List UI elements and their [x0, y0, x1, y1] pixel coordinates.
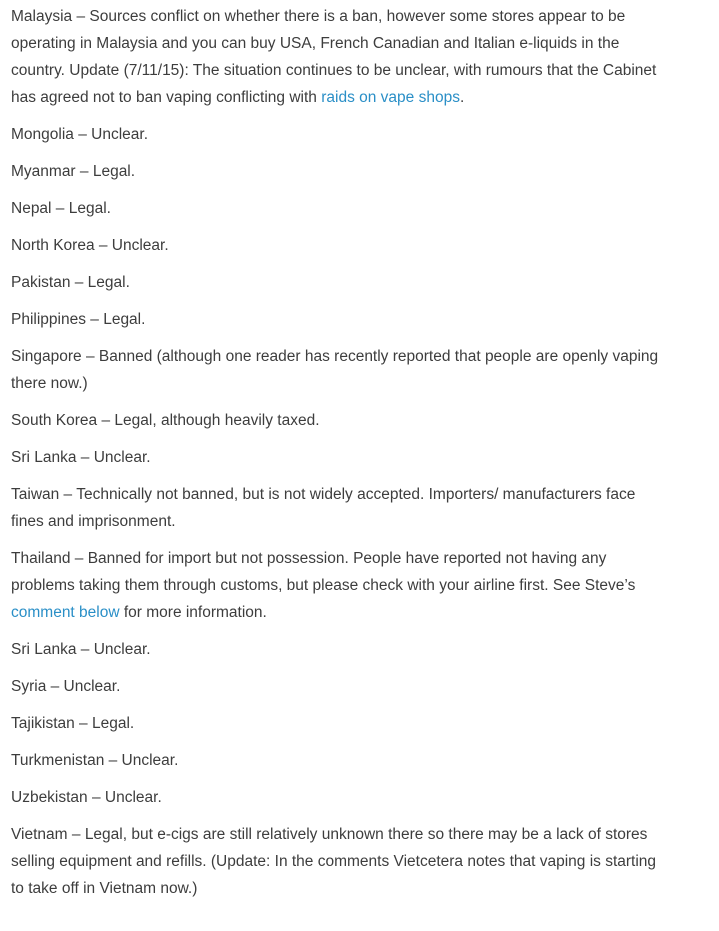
country-entry-malaysia	[11, 3, 671, 111]
country-entry-thailand	[11, 545, 671, 626]
country-entry-sri-lanka: Sri Lanka – Unclear.	[11, 449, 151, 466]
country-entry-myanmar: Myanmar – Legal.	[11, 163, 136, 180]
country-entry-north-korea: North Korea – Unclear.	[11, 237, 169, 254]
country-entry-philippines: Philippines – Legal.	[11, 311, 146, 328]
entry-text-after: for more information.	[119, 604, 267, 621]
entry-text-after: .	[459, 89, 465, 106]
country-entry-sri-lanka-repeat: Sri Lanka – Unclear.	[11, 641, 151, 658]
country-entry-syria: Syria – Unclear.	[11, 678, 121, 695]
comment-below-link[interactable]: comment below	[11, 604, 120, 621]
country-entry-pakistan: Pakistan – Legal.	[11, 274, 130, 291]
country-entry-tajikistan: Tajikistan – Legal.	[11, 715, 135, 732]
article-body	[11, 3, 671, 912]
country-entry-singapore: Singapore – Banned (although one reader has recently reported that people are openly vaping there now.)	[11, 348, 659, 392]
raids-on-vape-shops-link[interactable]: raids on vape shops	[321, 89, 460, 106]
country-entry-vietnam: Vietnam – Legal, but e-cigs are still relatively unknown there so there may be a lack of stores selling equipment and refills. (Update: In the comments Vietcetera notes that vaping is starting to take off in Vietnam now.)	[11, 826, 657, 897]
country-entry-turkmenistan: Turkmenistan – Unclear.	[11, 752, 179, 769]
country-entry-mongolia: Mongolia – Unclear.	[11, 126, 148, 143]
country-entry-south-korea: South Korea – Legal, although heavily taxed.	[11, 412, 320, 429]
country-entry-uzbekistan: Uzbekistan – Unclear.	[11, 789, 162, 806]
entry-text: Malaysia – Sources conflict on whether there is a ban, however some stores appear to be operating in Malaysia and you can buy USA, French Canadian and Italian e-liquids in the country. Update (7/11/15): The situation continues to be unclear, with rumours that the Cabinet has agreed not to ban vaping conflicting with	[11, 8, 657, 106]
entry-text: Thailand – Banned for import but not possession. People have reported not having any problems taking them through customs, but please check with your airline first. See Steve’s	[11, 550, 636, 594]
country-entry-nepal: Nepal – Legal.	[11, 200, 111, 217]
country-entry-taiwan: Taiwan – Technically not banned, but is not widely accepted. Importers/ manufacturers face fines and imprisonment.	[11, 486, 636, 530]
